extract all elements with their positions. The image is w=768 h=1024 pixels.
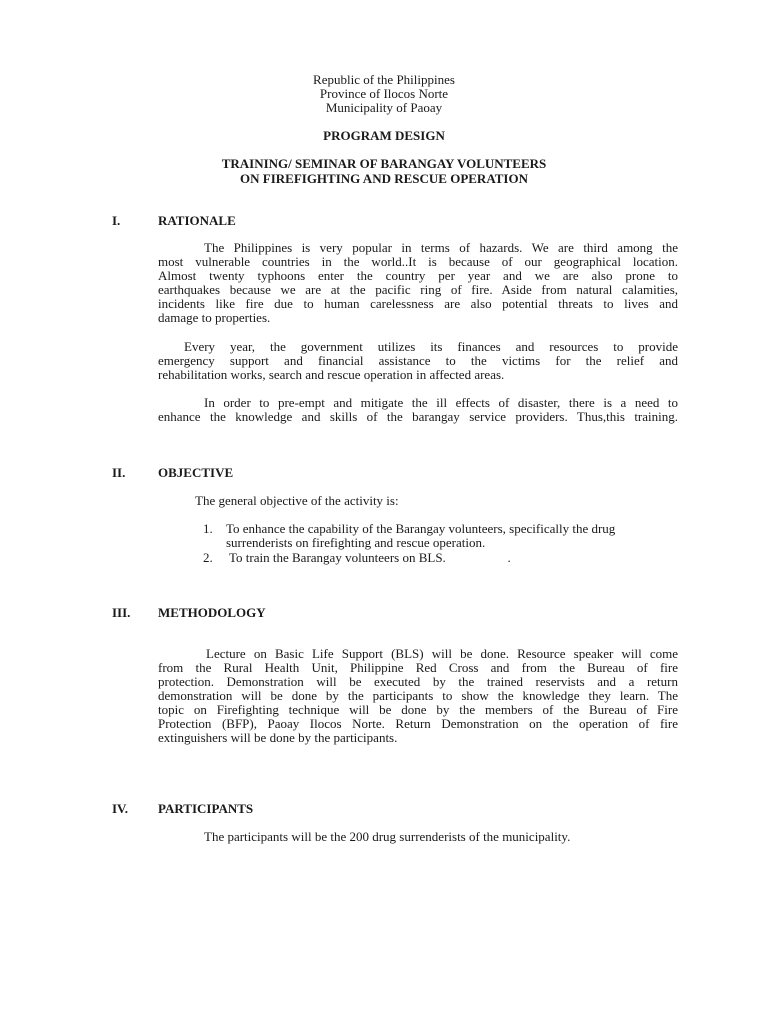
section-heading-methodology: METHODOLOGY bbox=[158, 605, 266, 620]
objective-item-number: 1. bbox=[203, 521, 213, 536]
document-title-line1: TRAINING/ SEMINAR OF BARANGAY VOLUNTEERS bbox=[221, 156, 547, 171]
rationale-p3-line: enhance the knowledge and skills of the barangay service providers. Thus,this training. bbox=[158, 409, 678, 424]
document-type: PROGRAM DESIGN bbox=[323, 128, 445, 143]
section-heading-rationale: RATIONALE bbox=[158, 213, 236, 228]
methodology-line: demonstration will be done by the participants to show the knowledge they learn. The bbox=[158, 688, 678, 703]
section-heading-participants: PARTICIPANTS bbox=[158, 801, 254, 816]
rationale-p1-line: incidents like fire due to human carelessness are also potential threats to lives and bbox=[158, 296, 678, 311]
section-number-objective: II. bbox=[112, 465, 126, 480]
section-number-participants: IV. bbox=[112, 801, 129, 816]
rationale-p1-line: Almost twenty typhoons enter the country per year and we are also prone to bbox=[158, 268, 678, 283]
rationale-p2-line: Every year, the government utilizes its finances and resources to provide bbox=[184, 339, 678, 354]
objective-item-text: To train the Barangay volunteers on BLS. . bbox=[226, 550, 511, 565]
methodology-line: protection. Demonstration will be executed by the trained reservists and a return bbox=[158, 674, 678, 689]
methodology-line: from the Rural Health Unit, Philippine Red Cross and from the Bureau of fire bbox=[158, 660, 678, 675]
rationale-p2-line: emergency support and financial assistance to the victims for the relief and bbox=[158, 353, 678, 368]
methodology-line: topic on Firefighting technique will be done by the members of the Bureau of Fire bbox=[158, 702, 678, 717]
objective-intro: The general objective of the activity is: bbox=[195, 493, 399, 508]
objective-item-number: 2. bbox=[203, 550, 213, 565]
methodology-line: Protection (BFP), Paoay Ilocos Norte. Return Demonstration on the operation of fire bbox=[158, 716, 678, 731]
participants-text: The participants will be the 200 drug surrenderists of the municipality. bbox=[204, 829, 571, 844]
header-republic: Republic of the Philippines bbox=[313, 72, 455, 87]
rationale-p1-line: earthquakes because we are at the pacific ring of fire. Aside from natural calamities, bbox=[158, 282, 678, 297]
document-title-line2: ON FIREFIGHTING AND RESCUE OPERATION bbox=[240, 171, 528, 186]
header-province: Province of Ilocos Norte bbox=[319, 86, 449, 101]
rationale-p3-line: In order to pre-empt and mitigate the ill effects of disaster, there is a need to bbox=[204, 395, 678, 410]
section-number-rationale: I. bbox=[112, 213, 121, 228]
section-heading-objective: OBJECTIVE bbox=[158, 465, 234, 480]
rationale-p1-line: The Philippines is very popular in terms of hazards. We are third among the bbox=[204, 240, 678, 255]
rationale-p1-line: most vulnerable countries in the world..It is because of our geographical location. bbox=[158, 254, 678, 269]
rationale-p2-line: rehabilitation works, search and rescue operation in affected areas. bbox=[158, 367, 505, 382]
section-number-methodology: III. bbox=[112, 605, 131, 620]
objective-item-text: surrenderists on firefighting and rescue operation. bbox=[226, 535, 486, 550]
methodology-line: extinguishers will be done by the participants. bbox=[158, 730, 398, 745]
objective-item-text: To enhance the capability of the Barangay volunteers, specifically the drug bbox=[226, 521, 616, 536]
rationale-p1-line: damage to properties. bbox=[158, 310, 271, 325]
methodology-line: Lecture on Basic Life Support (BLS) will be done. Resource speaker will come bbox=[206, 646, 678, 661]
header-municipality: Municipality of Paoay bbox=[325, 100, 443, 115]
